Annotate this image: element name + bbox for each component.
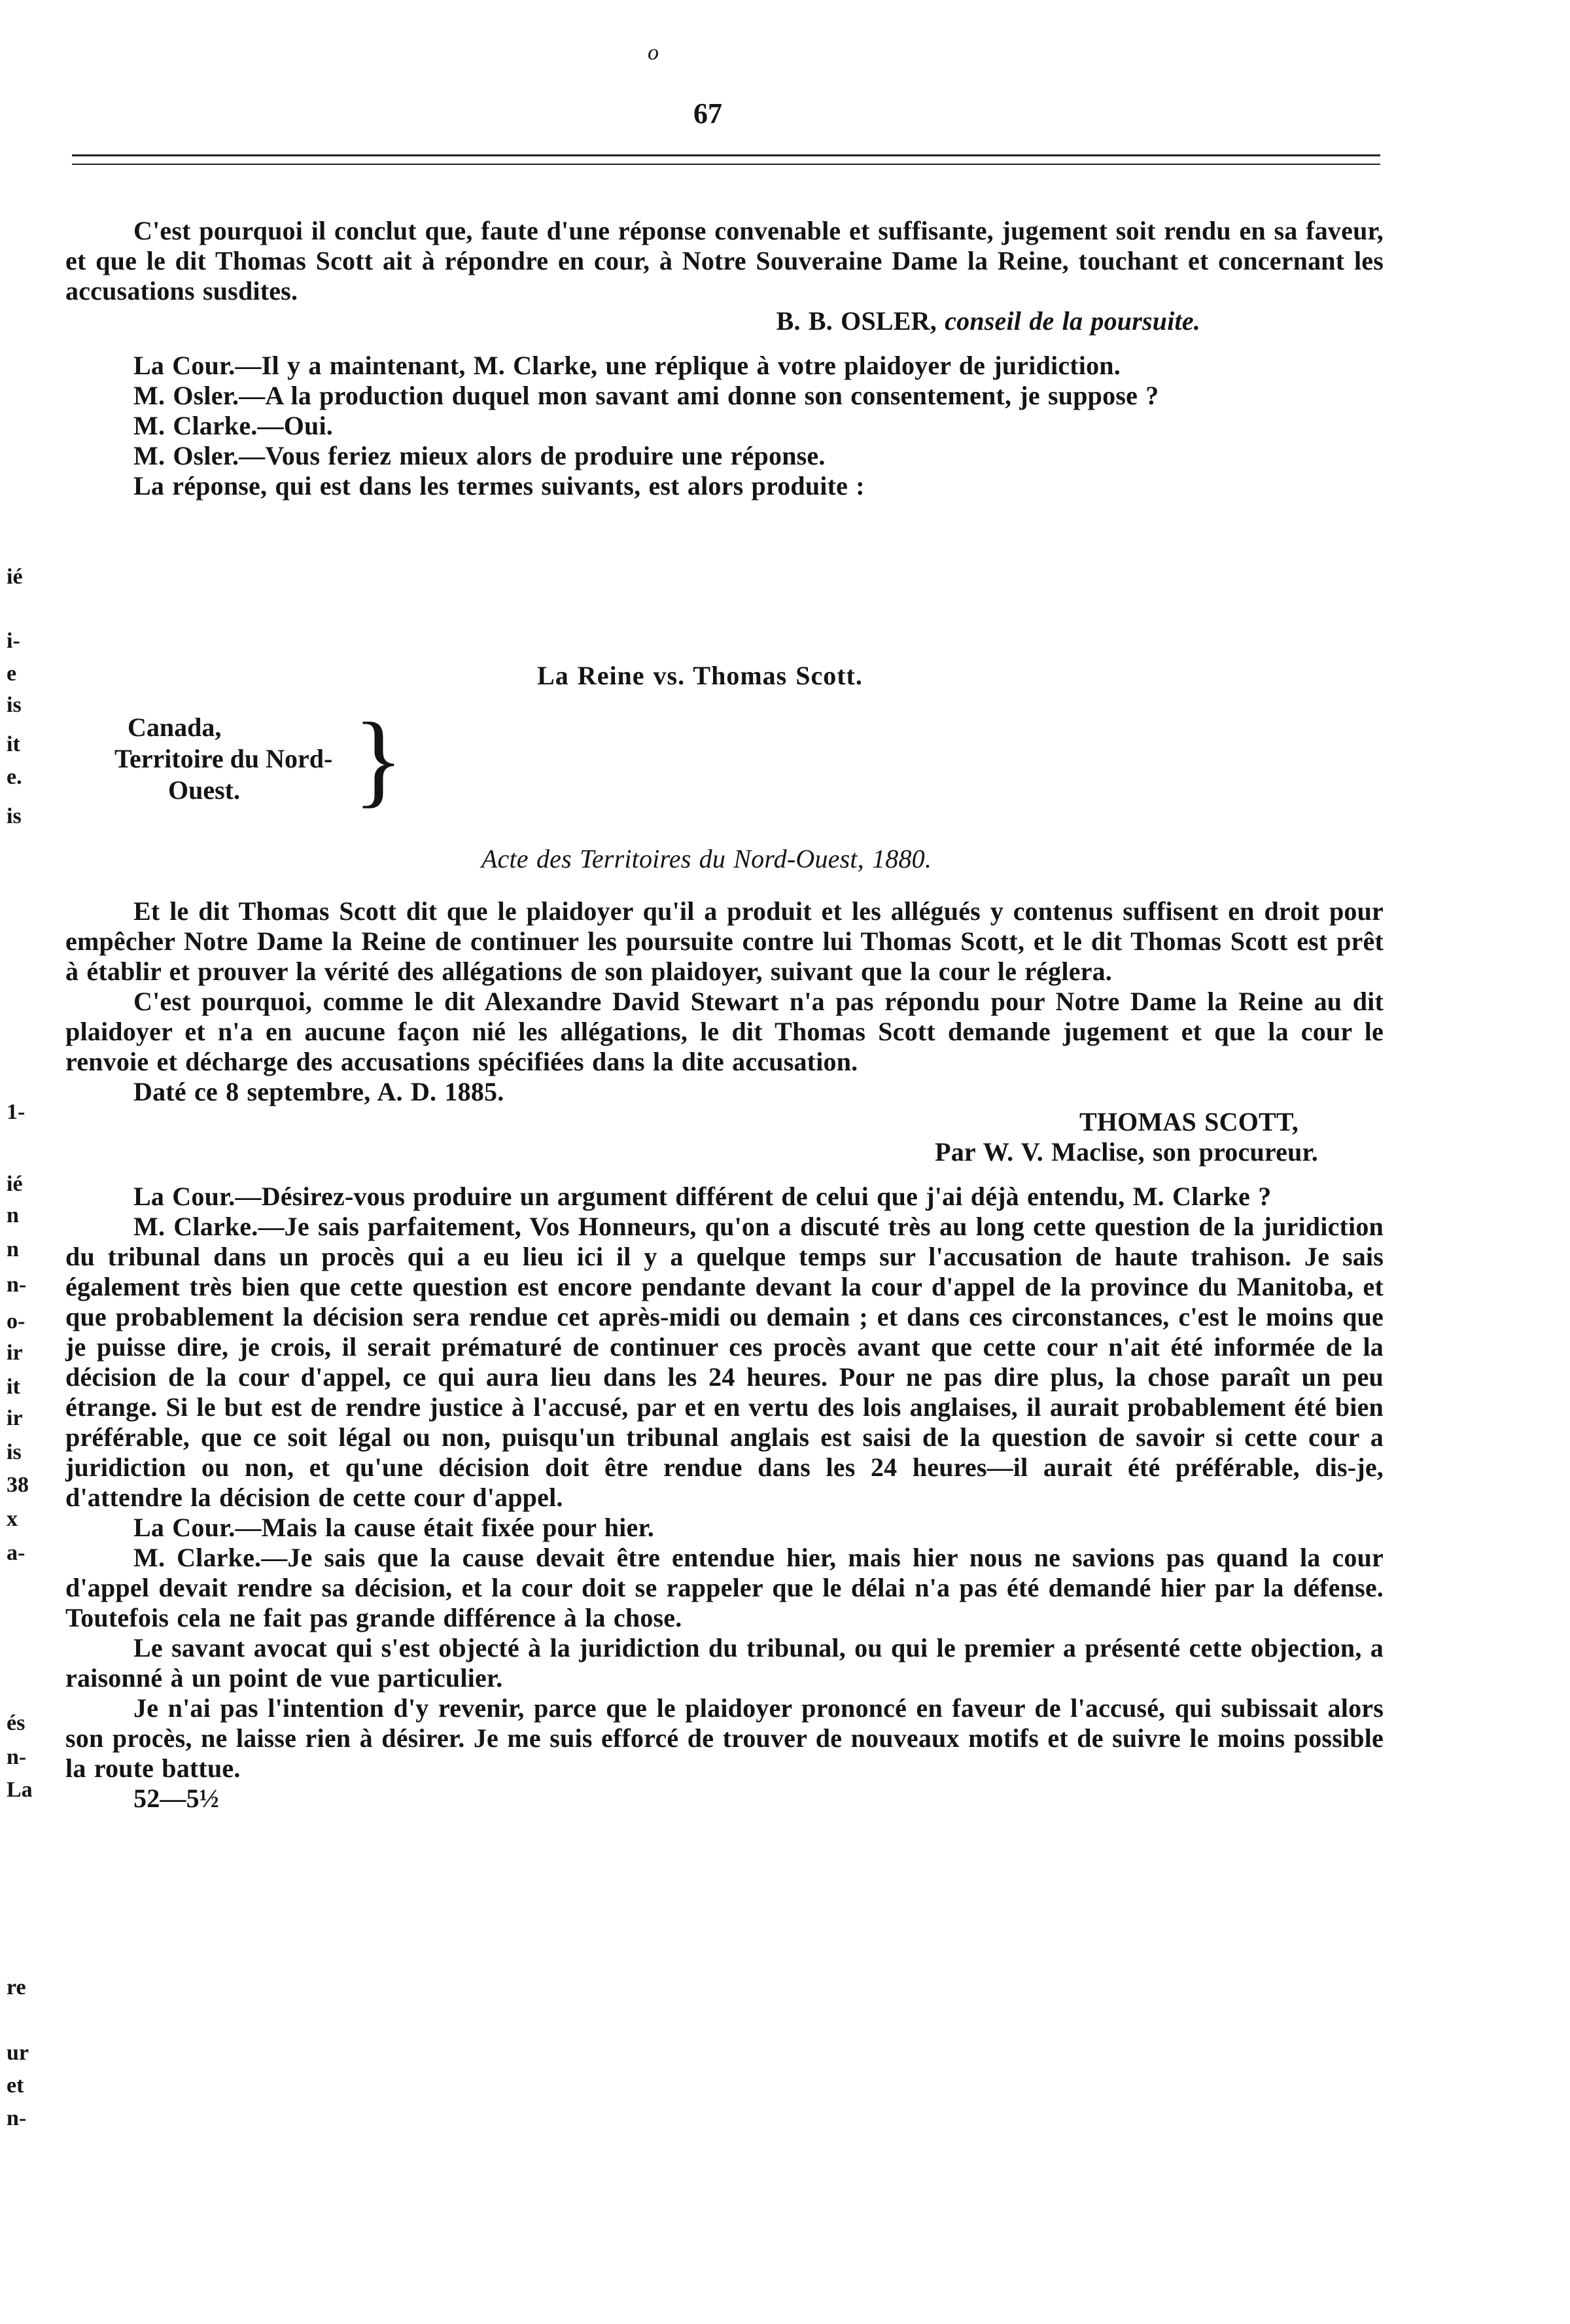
margin-fragment: ir (7, 1406, 23, 1430)
act-title: Acte des Territoires du Nord-Ouest, 1880. (481, 844, 932, 873)
paragraph-conclusion: C'est pourquoi il conclut que, faute d'une réponse convenable et suffisante, jugement soit rendu en sa faveur, et que le dit Thomas Scott ait à répondre en cour, à Notre Souveraine Dame la Reine, touchant et concernant les accusations susdites. (65, 216, 1384, 306)
signature-scott-name: THOMAS SCOTT, (1079, 1107, 1299, 1136)
paragraph-clarke-delay: M. Clarke.—Je sais que la cause devait être entendue hier, mais hier nous ne savions pas quand la cour d'appel devait rendre sa décision, et la cour doit se rappeler que le délai n'a pas été demandé hier par la défense. Toutefois cela ne fait pas grande différence à la chose. (65, 1543, 1384, 1632)
margin-fragment: ur (7, 2041, 29, 2065)
paragraph-reponse-produite: La réponse, qui est dans les termes suivants, est alors produite : (133, 471, 865, 501)
margin-fragment: it (7, 732, 20, 756)
paragraph-court-fixed: La Cour.—Mais la cause était fixée pour hier. (133, 1513, 654, 1542)
text-block-top (65, 216, 1384, 501)
paragraph-clarke-oui: M. Clarke.—Oui. (133, 411, 333, 440)
margin-fragment: ié (7, 565, 23, 589)
margin-fragment: n (7, 1237, 19, 1261)
signature-scott-by: Par W. V. Maclise, son procureur. (935, 1137, 1318, 1167)
margin-fragment: n- (7, 1273, 27, 1297)
signature-name: B. B. OSLER, (776, 306, 937, 336)
right-brace: } (353, 701, 404, 817)
signature-role: conseil de la poursuite. (945, 306, 1200, 336)
margin-fragment: n- (7, 1745, 27, 1769)
paragraph-date: Daté ce 8 septembre, A. D. 1885. (133, 1077, 504, 1106)
jurisdiction-territory: Territoire du Nord- (114, 744, 333, 773)
margin-fragment: i- (7, 629, 20, 653)
margin-fragment: ié (7, 1172, 23, 1196)
margin-fragment: is (7, 1440, 22, 1464)
paragraph-court-reply: La Cour.—Il y a maintenant, M. Clarke, une réplique à votre plaidoyer de juridiction. (133, 351, 1121, 380)
text-block-answer (65, 896, 1384, 1814)
margin-fragment: e. (7, 765, 22, 789)
jurisdiction-block (114, 712, 389, 806)
margin-fragment: re (7, 1975, 26, 1999)
jurisdiction-ouest: Ouest. (168, 775, 240, 805)
header-rule (72, 154, 1380, 156)
margin-fragment: is (7, 804, 22, 828)
margin-fragment: ir (7, 1341, 23, 1365)
page-number: 67 (693, 97, 722, 130)
signature-osler (65, 306, 1384, 336)
margin-fragment: is (7, 693, 22, 717)
paragraph-court-argument: La Cour.—Désirez-vous produire un argument différent de celui que j'ai déjà entendu, M. Clarke ? (133, 1182, 1272, 1211)
margin-fragment: 1- (7, 1100, 26, 1124)
margin-fragment: o- (7, 1309, 26, 1333)
margin-fragment: és (7, 1711, 26, 1735)
margin-fragment: a- (7, 1541, 26, 1565)
header-rule-secondary (72, 164, 1380, 165)
page-top-mark: o (648, 41, 659, 65)
margin-fragment: n- (7, 2106, 27, 2130)
paragraph-osler-consent: M. Osler.—A la production duquel mon savant ami donne son consentement, je suppose ? (133, 381, 1159, 410)
paragraph-clarke-argument: M. Clarke.—Je sais parfaitement, Vos Honneurs, qu'on a discuté très au long cette question de la juridiction du tribunal dans un procès qui a eu lieu ici il y a quelque temps sur l'accusation de haute trahison. Je sais également très bien que cette question est encore pendante devant la cour d'appel de la province du Manitoba, et que probablement la décision sera rendue cet après-midi ou demain ; et dans ces circonstances, c'est le moins que je puisse dire, je crois, il serait prématuré de continuer ces procès avant que cette cour n'ait été informée de la décision de la cour d'appel, ce qui aura lieu dans les 24 heures. Pour ne pas dire plus, la chose paraît un peu étrange. Si le but est de rendre justice à l'accusé, par et en vertu des lois anglaises, il aurait probablement été bien préférable, que ce soit légal ou non, puisqu'un tribunal anglais est saisi de la question de savoir si cette cour a juridiction ou non, et qu'une décision doit être rendue dans les 24 heures—il aurait été préférable, dis-je, d'attendre la décision de cette cour d'appel. (65, 1212, 1384, 1512)
margin-fragment: e (7, 661, 17, 686)
margin-fragment: La (7, 1778, 33, 1802)
margin-fragment: n (7, 1203, 19, 1227)
margin-fragment: et (7, 2073, 24, 2098)
paragraph-savant-avocat: Le savant avocat qui s'est objecté à la juridiction du tribunal, ou qui le premier a présenté cette objection, a raisonné à un point de vue particulier. (65, 1633, 1384, 1693)
paragraph-osler-reponse: M. Osler.—Vous feriez mieux alors de produire une réponse. (133, 441, 826, 470)
case-title: La Reine vs. Thomas Scott. (537, 661, 863, 690)
paragraph-revenir: Je n'ai pas l'intention d'y revenir, parce que le plaidoyer prononcé en faveur de l'accusé, qui subissait alors son procès, ne laisse rien à désirer. Je me suis efforcé de trouver de nouveaux motifs et de suivre le moins possible la route battue. (65, 1693, 1384, 1783)
page-footer-signature: 52—5½ (133, 1784, 219, 1813)
margin-fragment: x (7, 1507, 18, 1531)
paragraph-scott-judgment: C'est pourquoi, comme le dit Alexandre David Stewart n'a pas répondu pour Notre Dame la Reine au dit plaidoyer et n'a en aucune façon nié les allégations, le dit Thomas Scott demande jugement et que la cour le renvoie et décharge des accusations spécifiées dans la dite accusation. (65, 987, 1384, 1076)
margin-fragment: 38 (7, 1473, 29, 1497)
margin-fragment: it (7, 1375, 20, 1399)
paragraph-scott-plea: Et le dit Thomas Scott dit que le plaidoyer qu'il a produit et les allégués y contenus suffisent en droit pour empêcher Notre Dame la Reine de continuer les poursuite contre lui Thomas Scott, et le dit Thomas Scott est prêt à établir et prouver la vérité des allégations de son plaidoyer, suivant que la cour le réglera. (65, 896, 1384, 986)
jurisdiction-canada: Canada, (128, 713, 222, 742)
